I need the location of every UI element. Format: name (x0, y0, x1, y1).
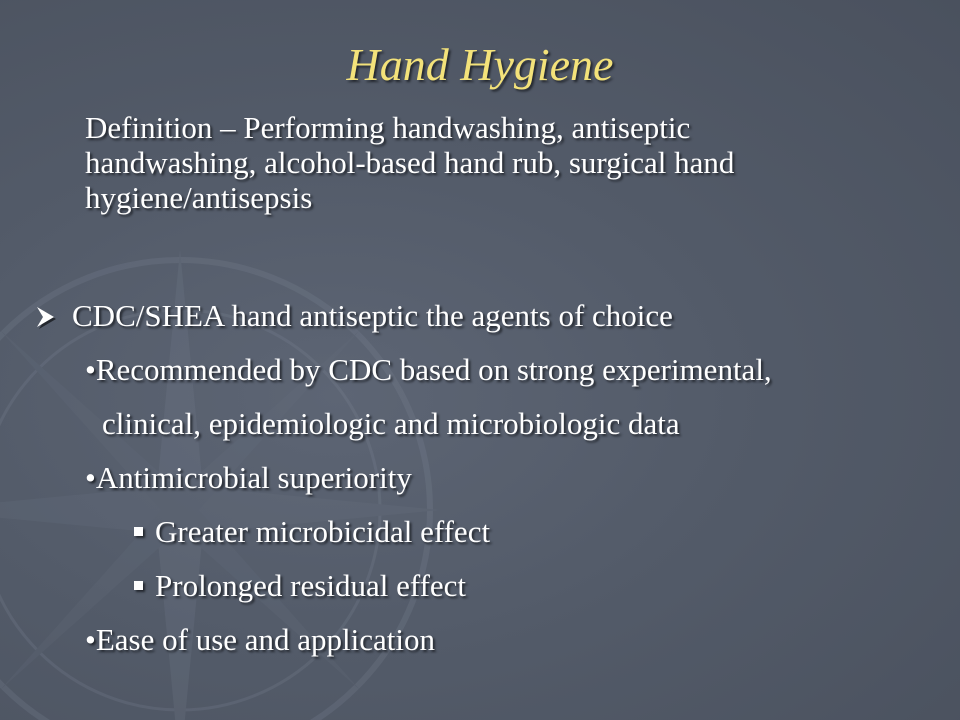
antimicrobial-bullet: •Antimicrobial superiority (85, 460, 412, 495)
square-bullet-icon (134, 581, 143, 590)
square-bullet-icon (134, 527, 143, 536)
ease-of-use-bullet: •Ease of use and application (85, 622, 436, 657)
recommended-line2: clinical, epidemiologic and microbiologic data (102, 406, 680, 441)
slide-title: Hand Hygiene (346, 39, 614, 90)
definition-text: Definition – Performing handwashing, antiseptic handwashing, alcohol-based hand rub, surgical hand hygiene/antisepsis (85, 110, 735, 215)
prolonged-effect-bullet: Prolonged residual effect (155, 568, 467, 603)
recommended-line1: •Recommended by CDC based on strong experimental, (85, 352, 772, 387)
greater-effect-bullet: Greater microbicidal effect (155, 514, 491, 549)
main-bullet-text: CDC/SHEA hand antiseptic the agents of choice (72, 298, 673, 333)
arrowhead-bullet-icon (34, 305, 56, 329)
